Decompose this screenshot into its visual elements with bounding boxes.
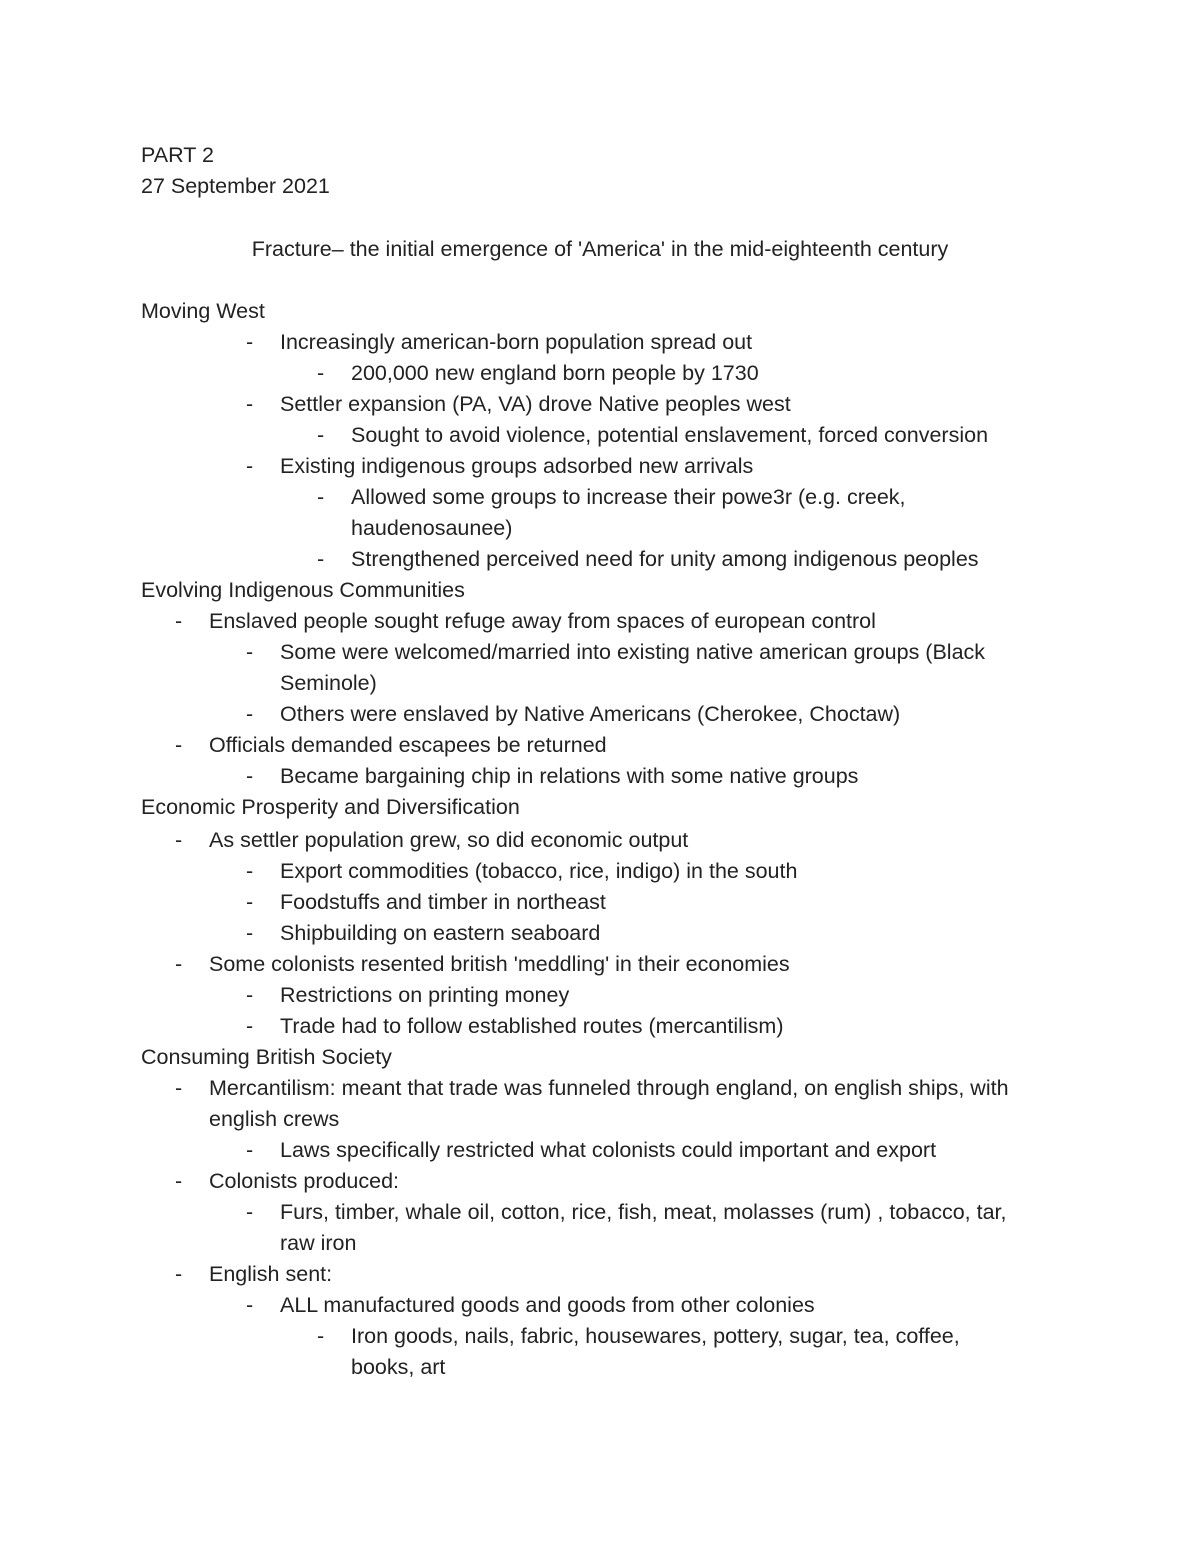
list-item-text: Became bargaining chip in relations with some native groups xyxy=(280,764,859,788)
list-item xyxy=(317,358,1062,389)
list-item-text: Increasingly american-born population spread out xyxy=(280,330,753,354)
list-item xyxy=(317,420,1062,451)
list-item-text: Strengthened perceived need for unity among indigenous peoples xyxy=(351,547,979,571)
list-item-text: Trade had to follow established routes (mercantilism) xyxy=(280,1014,784,1038)
list-item xyxy=(175,730,1060,761)
list-item xyxy=(246,1135,1061,1166)
list-item-text: Export commodities (tobacco, rice, indigo) in the south xyxy=(280,859,798,883)
list-item xyxy=(246,1290,1061,1321)
list-item-text: Foodstuffs and timber in northeast xyxy=(280,890,606,914)
bullet-dash: - xyxy=(246,454,254,478)
list-item xyxy=(246,451,1061,482)
bullet-dash: - xyxy=(175,1076,183,1100)
date-label: 27 September 2021 xyxy=(141,174,330,198)
list-item-text: Iron goods, nails, fabric, housewares, pottery, sugar, tea, coffee, books, art xyxy=(351,1324,960,1379)
bullet-dash: - xyxy=(175,1262,183,1286)
bullet-dash: - xyxy=(317,423,325,447)
section-heading-economic-prosperity: Economic Prosperity and Diversification xyxy=(141,795,520,819)
bullet-dash: - xyxy=(175,733,183,757)
part-label: PART 2 xyxy=(141,143,214,167)
bullet-dash: - xyxy=(246,859,254,883)
list-item xyxy=(246,1011,1061,1042)
bullet-dash: - xyxy=(246,1200,254,1224)
list-item-text: Others were enslaved by Native Americans (Cherokee, Choctaw) xyxy=(280,702,901,726)
bullet-dash: - xyxy=(246,890,254,914)
list-item-text: Restrictions on printing money xyxy=(280,983,570,1007)
bullet-dash: - xyxy=(317,361,325,385)
list-item xyxy=(175,1166,1060,1197)
bullet-dash: - xyxy=(246,392,254,416)
bullet-dash: - xyxy=(175,828,183,852)
bullet-dash: - xyxy=(175,609,183,633)
list-item-text: Some colonists resented british 'meddling' in their economies xyxy=(209,952,790,976)
list-item xyxy=(246,980,1061,1011)
list-item xyxy=(246,1197,1046,1259)
section-heading-consuming-british-society: Consuming British Society xyxy=(141,1045,392,1069)
list-item-text: Existing indigenous groups adsorbed new arrivals xyxy=(280,454,754,478)
bullet-dash: - xyxy=(246,1138,254,1162)
list-item-text: English sent: xyxy=(209,1262,333,1286)
list-item-text: Allowed some groups to increase their powe3r (e.g. creek, haudenosaunee) xyxy=(351,485,906,540)
list-item xyxy=(246,389,1061,420)
document-title: Fracture– the initial emergence of 'America' in the mid-eighteenth century xyxy=(251,237,949,261)
bullet-dash: - xyxy=(246,702,254,726)
bullet-dash: - xyxy=(175,1169,183,1193)
list-item-text: Officials demanded escapees be returned xyxy=(209,733,607,757)
list-item xyxy=(246,761,1061,792)
list-item xyxy=(175,825,1060,856)
list-item-text: Enslaved people sought refuge away from spaces of european control xyxy=(209,609,876,633)
bullet-dash: - xyxy=(246,330,254,354)
list-item xyxy=(246,918,1061,949)
list-item xyxy=(175,1259,1060,1290)
list-item xyxy=(246,637,1061,699)
list-item-text: Sought to avoid violence, potential enslavement, forced conversion xyxy=(351,423,989,447)
section-heading-moving-west: Moving West xyxy=(141,299,265,323)
bullet-dash: - xyxy=(246,764,254,788)
list-item-text: Settler expansion (PA, VA) drove Native peoples west xyxy=(280,392,791,416)
list-item xyxy=(246,887,1061,918)
list-item-text: Colonists produced: xyxy=(209,1169,400,1193)
list-item-text: 200,000 new england born people by 1730 xyxy=(351,361,759,385)
list-item-text: As settler population grew, so did economic output xyxy=(209,828,689,852)
list-item xyxy=(317,544,1062,575)
bullet-dash: - xyxy=(246,1293,254,1317)
list-item-text: Some were welcomed/married into existing native american groups (Black Seminole) xyxy=(280,640,986,695)
list-item-text: ALL manufactured goods and goods from other colonies xyxy=(280,1293,815,1317)
bullet-dash: - xyxy=(246,921,254,945)
list-item-text: Furs, timber, whale oil, cotton, rice, fish, meat, molasses (rum) , tobacco, tar, raw iron xyxy=(280,1200,1007,1255)
bullet-dash: - xyxy=(246,640,254,664)
list-item xyxy=(175,1073,1045,1135)
list-item xyxy=(175,606,1060,637)
section-heading-evolving-indigenous-communities: Evolving Indigenous Communities xyxy=(141,578,465,602)
list-item xyxy=(246,327,1061,358)
list-item xyxy=(246,856,1061,887)
list-item-text: Laws specifically restricted what colonists could important and export xyxy=(280,1138,937,1162)
list-item xyxy=(175,949,1060,980)
list-item xyxy=(317,482,957,544)
list-item xyxy=(317,1321,1027,1383)
bullet-dash: - xyxy=(246,983,254,1007)
bullet-dash: - xyxy=(317,1324,325,1348)
list-item-text: Mercantilism: meant that trade was funneled through england, on english ships, with english crews xyxy=(209,1076,1009,1131)
list-item-text: Shipbuilding on eastern seaboard xyxy=(280,921,601,945)
bullet-dash: - xyxy=(175,952,183,976)
bullet-dash: - xyxy=(317,485,325,509)
bullet-dash: - xyxy=(246,1014,254,1038)
list-item xyxy=(246,699,1061,730)
bullet-dash: - xyxy=(317,547,325,571)
